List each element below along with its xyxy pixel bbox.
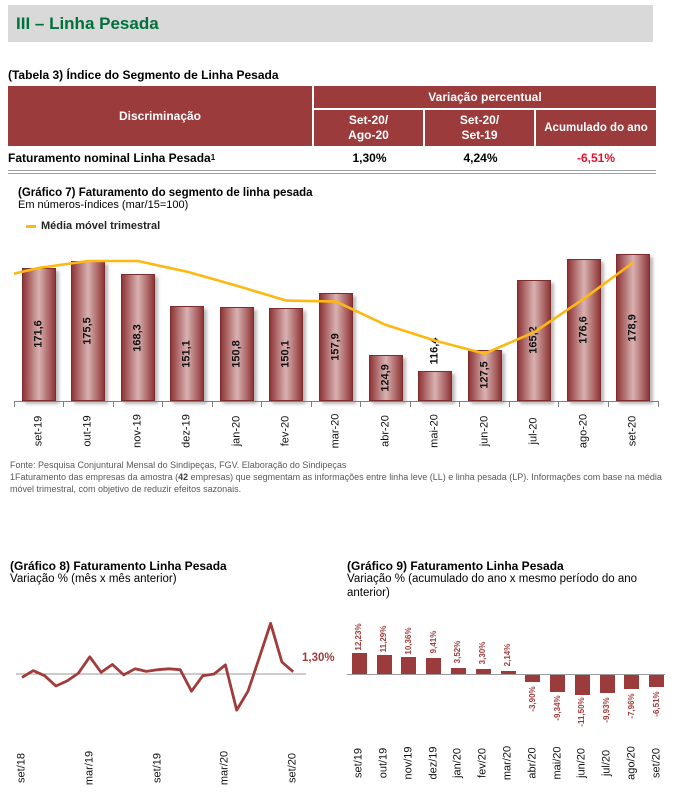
g7-xlabel-jun-20: jun-20: [478, 415, 491, 447]
g7-xlabel-jan-20: jan-20: [230, 415, 243, 447]
grafico9-subtitle: Variação % (acumulado do ano x mesmo período do ano anterior): [347, 573, 638, 600]
table-header-line: Set-20/: [348, 113, 389, 127]
section-title-band: [8, 5, 653, 42]
grafico8-column: [10, 559, 347, 790]
grafico9-column: [347, 559, 673, 790]
row-label-text: Faturamento nominal Linha Pesada: [8, 151, 211, 165]
g9-bar-value-ago/20: -7,96%: [626, 693, 636, 719]
g8-end-value-label: 1,30%: [302, 652, 335, 665]
g9-bar-fev/20: [476, 669, 491, 675]
g9-bar-value-jun/20: -11,50%: [577, 697, 587, 727]
g7-bar-value-out-19: 175,5: [81, 317, 94, 345]
g9-xlabel-set/19: set/19: [352, 748, 365, 779]
g9-bar-value-jan/20: 3,52%: [453, 641, 463, 664]
grafico7-plot-area: [14, 243, 658, 401]
g7-xlabel-jul-20: jul-20: [527, 417, 540, 445]
g7-xlabel-mai-20: mai-20: [428, 414, 441, 448]
grafico9-zero-line: [347, 674, 665, 675]
g9-xlabel-jun/20: jun/20: [575, 748, 588, 779]
g9-xlabel-nov/19: nov/19: [402, 746, 415, 780]
g7-bar-value-jan-20: 150,8: [230, 340, 243, 368]
g9-xlabel-dez/19: dez/19: [427, 746, 440, 780]
grafico8-plot-area: [10, 614, 347, 790]
g7-bar-value-dez-19: 151,1: [180, 339, 193, 368]
g9-bar-abr/20: [525, 675, 540, 682]
g9-bar-set/19: [352, 653, 367, 674]
g7-xlabel-set-19: set-19: [32, 415, 45, 447]
g9-bar-value-set/19: 12,23%: [354, 623, 364, 651]
g7-bar-value-set-19: 171,6: [32, 320, 45, 349]
grafico9-title: (Gráfico 9) Faturamento Linha Pesada: [347, 559, 564, 574]
grafico8-title: (Gráfico 8) Faturamento Linha Pesada: [10, 559, 227, 574]
g7-bar-value-mar-20: 157,9: [329, 333, 342, 361]
g7-xlabel-nov-19: nov-19: [131, 414, 144, 448]
g7-bar-value-jun-20: 127,5: [478, 361, 491, 390]
table-row-label: Faturamento nominal Linha Pesada 1: [8, 151, 216, 165]
grafico9-plot-area: [347, 614, 669, 739]
g9-xlabel-fev/20: fev/20: [476, 748, 489, 779]
g8-xlabel-set/19: set/19: [151, 753, 164, 784]
g9-bar-value-out/19: 11,29%: [379, 625, 389, 653]
g9-xlabel-mai/20: mai/20: [551, 746, 564, 780]
g9-bar-ago/20: [624, 675, 639, 689]
g7-xlabel-abr-20: abr-20: [379, 415, 392, 447]
footnote-text: 1Faturamento das empresas da amostra (: [10, 472, 179, 483]
g9-bar-value-nov/19: 10,36%: [403, 627, 413, 655]
g7-bar-value-set-20: 178,9: [626, 313, 639, 342]
g7-bar-value-jul-20: 165,2: [527, 326, 540, 355]
g9-bar-jan/20: [451, 668, 466, 674]
grafico8-subtitle: Variação % (mês x mês anterior): [10, 573, 177, 586]
grafico7-x-labels: [14, 407, 658, 453]
g7-xlabel-set-20: set-20: [626, 415, 639, 447]
g7-xlabel-fev-20: fev-20: [279, 415, 292, 447]
grafico9-title-block: [347, 559, 673, 605]
table-header-line: Set-19: [461, 128, 498, 142]
g8-xlabel-mar/19: mar/19: [83, 751, 96, 786]
table-header-line: Set-20/: [459, 113, 500, 127]
g8-xlabel-mar/20: mar/20: [218, 751, 231, 786]
grafico8-line-chart: [10, 614, 346, 739]
g9-bar-nov/19: [401, 657, 416, 675]
grafico9-x-labels: [347, 739, 669, 789]
g7-xlabel-ago-20: ago-20: [577, 413, 590, 449]
table-header-acumulado-ano: Acumulado do ano: [536, 110, 656, 146]
g9-xlabel-out/19: out/19: [377, 748, 390, 779]
g9-bar-value-abr/20: -3,90%: [527, 686, 537, 712]
report-page: [0, 5, 677, 806]
g7-xlabel-out-19: out-19: [81, 415, 94, 447]
g9-bar-out/19: [377, 655, 392, 674]
footnote-line: [10, 471, 670, 495]
table-cell-set20-set19: 4,24%: [463, 151, 498, 165]
table-cell-acumulado: -6,51%: [576, 151, 616, 165]
g9-xlabel-ago/20: ago/20: [625, 746, 638, 781]
g8-xlabel-set/20: set/20: [286, 753, 299, 784]
grafico8-x-labels: [10, 744, 340, 790]
g9-xlabel-set/20: set/20: [650, 748, 663, 779]
table-cell-set20-ago20: 1,30%: [352, 151, 387, 165]
g7-xlabel-dez-19: dez-19: [180, 414, 193, 448]
g9-xlabel-jul/20: jul/20: [600, 750, 613, 777]
g9-bar-value-set/20: -6,51%: [651, 690, 661, 717]
legend-dash-icon: [26, 225, 36, 228]
g9-bar-value-dez/19: 9,41%: [428, 630, 438, 654]
g9-xlabel-jan/20: jan/20: [451, 748, 464, 779]
g9-bar-jul/20: [600, 675, 615, 692]
grafico7-legend: [26, 220, 677, 232]
g8-xlabel-set/18: set/18: [15, 753, 28, 784]
g9-bar-value-mar/20: 2,14%: [503, 643, 512, 667]
g9-bar-mai/20: [550, 675, 565, 691]
g9-bar-set/20: [649, 675, 664, 686]
footnote-text: empresas) que segmentam as informações entre linha leve (LL) e linha pesada (LP). Informações com base na média móvel trimestral, com objetivo de reduzir efeitos sazonais.: [10, 472, 662, 495]
g9-bar-value-jul/20: -9,93%: [602, 696, 612, 723]
fonte-line: Fonte: Pesquisa Conjuntural Mensal do Sindipeças, FGV. Elaboração do Sindipeças: [10, 460, 347, 470]
g7-bar-value-fev-20: 150,1: [279, 340, 292, 369]
bottom-charts-row: [10, 559, 677, 790]
g7-bar-value-ago-20: 176,6: [577, 316, 590, 344]
table-header-discriminacao: Discriminação: [8, 86, 314, 146]
g7-xlabel-mar-20: mar-20: [329, 413, 342, 449]
section-title: III – Linha Pesada: [16, 13, 159, 33]
g9-bar-mar/20: [501, 671, 516, 675]
g8-variation-polyline: [22, 624, 293, 711]
table-header-set20-ago20: [314, 110, 425, 146]
grafico8-title-block: [10, 559, 347, 605]
g9-bar-jun/20: [575, 675, 590, 695]
g7-bar-mai-20: [418, 371, 452, 402]
g7-bar-value-nov-19: 168,3: [131, 323, 144, 352]
g7-bar-value-mai-20: 116,4: [428, 337, 441, 364]
table-header-line: Ago-20: [348, 128, 389, 142]
table-header-set20-set19: [425, 110, 536, 146]
grafico7-subtitle: Em números-índices (mar/15=100): [18, 199, 189, 211]
g7-bar-value-abr-20: 124,9: [379, 364, 392, 392]
g9-bar-value-mai/20: -9,34%: [552, 695, 562, 722]
grafico7-title: (Gráfico 7) Faturamento do segmento de linha pesada: [18, 187, 313, 199]
footnote-bold-number: 42: [178, 472, 189, 483]
table-header-variacao-percentual: Variação percentual: [314, 86, 656, 110]
table-bottom-double-rule: [8, 170, 656, 174]
g9-bar-value-fev/20: 3,30%: [478, 641, 488, 665]
footnotes: [10, 459, 670, 495]
table-caption: (Tabela 3) Índice do Segmento de Linha Pesada: [8, 68, 279, 82]
table-indice-linha-pesada: [8, 86, 656, 170]
g9-bar-dez/19: [426, 658, 441, 674]
g9-xlabel-mar/20: mar/20: [501, 746, 514, 781]
g9-xlabel-abr/20: abr/20: [526, 747, 539, 780]
legend-label: Média móvel trimestral: [41, 220, 161, 232]
